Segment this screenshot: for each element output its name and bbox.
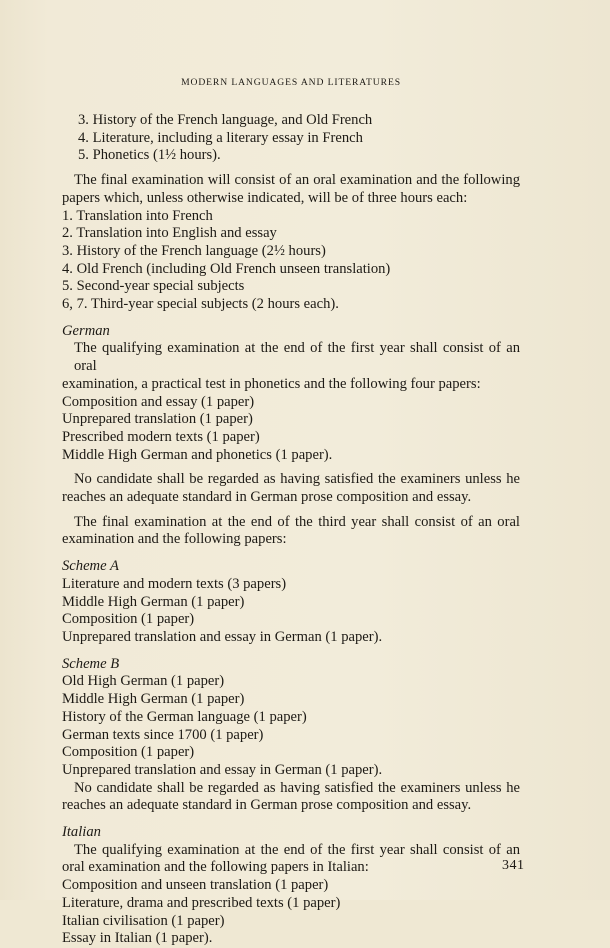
- list-item: German texts since 1700 (1 paper): [62, 726, 264, 743]
- german-final-intro: [62, 514, 520, 549]
- paragraph-line: papers which, unless otherwise indicated, will be of three hours each:: [62, 189, 468, 206]
- german-qualifying: [62, 340, 520, 393]
- paragraph-line: No candidate shall be regarded as having satisfied the examiners unless he: [74, 471, 520, 488]
- running-header: MODERN LANGUAGES AND LITERATURES: [181, 77, 401, 88]
- french-final-intro: [62, 172, 520, 207]
- list-item: 4. Literature, including a literary essay in French: [78, 129, 363, 146]
- page-body: [62, 112, 520, 948]
- section-heading-italian: Italian: [62, 824, 101, 841]
- scheme-b-list: [62, 673, 520, 779]
- scheme-a-list: [62, 576, 520, 647]
- list-item: Composition (1 paper): [62, 611, 195, 628]
- list-item: Unprepared translation and essay in German (1 paper).: [62, 628, 383, 645]
- list-item: 2. Translation into English and essay: [62, 225, 277, 242]
- scheme-b-heading: Scheme B: [62, 655, 120, 672]
- paragraph-line: reaches an adequate standard in German prose composition and essay.: [62, 489, 472, 506]
- paragraph-line: No candidate shall be regarded as having satisfied the examiners unless he: [74, 779, 520, 796]
- list-item: Composition and essay (1 paper): [62, 393, 255, 410]
- list-item: History of the German language (1 paper): [62, 708, 307, 725]
- paragraph-line: reaches an adequate standard in German prose composition and essay.: [62, 797, 472, 814]
- list-item: Prescribed modern texts (1 paper): [62, 428, 260, 445]
- list-item: Old High German (1 paper): [62, 673, 225, 690]
- page-number: 341: [502, 858, 525, 873]
- list-item: Unprepared translation (1 paper): [62, 411, 253, 428]
- list-item: 5. Second-year special subjects: [62, 278, 245, 295]
- french-list-1: [62, 112, 520, 165]
- paragraph-line: The final examination will consist of an oral examination and the following: [74, 172, 520, 189]
- list-item: Literature and modern texts (3 papers): [62, 575, 287, 592]
- list-item: 3. History of the French language, and Old French: [78, 112, 373, 128]
- paragraph-line: The final examination at the end of the third year shall consist of an oral: [74, 513, 520, 530]
- paragraph-line: The qualifying examination at the end of the first year shall consist of an oral: [74, 340, 520, 375]
- italian-qualifying: [62, 842, 520, 877]
- list-item: Italian civilisation (1 paper): [62, 912, 225, 929]
- paragraph-line: examination and the following papers:: [62, 531, 287, 548]
- list-item: Composition (1 paper): [62, 744, 195, 761]
- paragraph-line: oral examination and the following papers in Italian:: [62, 859, 369, 876]
- section-heading-german: German: [62, 322, 110, 339]
- list-item: 5. Phonetics (1½ hours).: [78, 147, 221, 164]
- list-item: Middle High German (1 paper): [62, 593, 245, 610]
- list-item: Essay in Italian (1 paper).: [62, 930, 213, 947]
- french-final-list: [62, 208, 520, 314]
- list-item: Composition and unseen translation (1 paper): [62, 877, 329, 894]
- list-item: 6, 7. Third-year special subjects (2 hours each).: [62, 296, 339, 313]
- list-item: 1. Translation into French: [62, 207, 213, 224]
- list-item: 3. History of the French language (2½ hours): [62, 242, 326, 259]
- italian-qualifying-papers: [62, 877, 520, 948]
- german-candidate-note-2: [62, 780, 520, 815]
- list-item: Middle High German (1 paper): [62, 691, 245, 708]
- list-item: 4. Old French (including Old French unseen translation): [62, 260, 391, 277]
- german-candidate-note-1: [62, 471, 520, 506]
- paragraph-line: examination, a practical test in phonetics and the following four papers:: [62, 375, 481, 392]
- list-item: Unprepared translation and essay in German (1 paper).: [62, 761, 383, 778]
- german-qualifying-papers: [62, 394, 520, 465]
- scheme-a-heading: Scheme A: [62, 558, 119, 575]
- list-item: Middle High German and phonetics (1 paper).: [62, 446, 333, 463]
- list-item: Literature, drama and prescribed texts (1 paper): [62, 894, 341, 911]
- paragraph-line: The qualifying examination at the end of the first year shall consist of an: [74, 841, 520, 858]
